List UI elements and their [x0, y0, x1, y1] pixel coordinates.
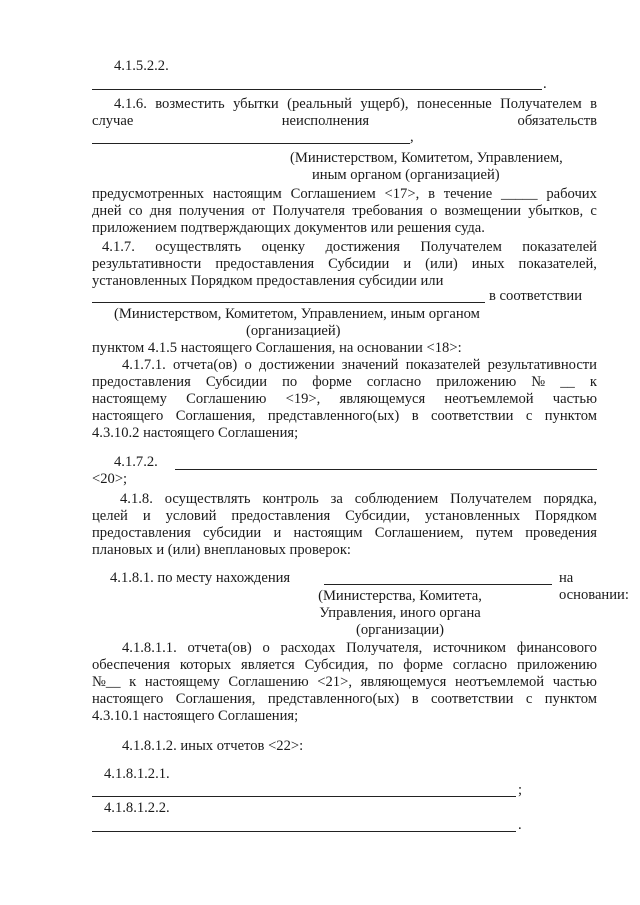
word: и — [403, 256, 412, 272]
word: оценку — [261, 239, 306, 255]
word: настоящего — [92, 691, 164, 707]
word: отчета(ов) — [187, 640, 252, 656]
word: <17>, — [384, 186, 420, 202]
word: предоставления — [92, 374, 191, 390]
word: путем — [475, 525, 513, 541]
word: расходах — [280, 640, 336, 656]
clause-4-1-8-1-1-line-2 — [92, 657, 597, 674]
word: (или) — [425, 256, 458, 272]
blank-line — [92, 302, 485, 303]
word: с — [590, 203, 597, 219]
word: показателей — [522, 239, 597, 255]
word: соблюдением — [354, 491, 439, 507]
clause-4-1-8-1-1-line-5: 4.3.10.1 настоящего Соглашения; — [92, 708, 299, 724]
footnote-authority: иным органом (организацией) — [312, 167, 500, 183]
word: _____ — [501, 186, 538, 202]
word: Субсидии, — [345, 508, 411, 524]
line-end-period: . — [543, 76, 547, 92]
word: с — [525, 691, 533, 707]
word: Субсидии — [328, 256, 390, 272]
word: в — [411, 408, 419, 424]
clause-4-1-8-1-2-1-number: 4.1.8.1.2.1. — [104, 766, 170, 782]
word: настоящему — [92, 391, 167, 407]
line-end-semicolon: ; — [518, 782, 523, 798]
word: предоставления — [92, 525, 191, 541]
clause-4-1-7-1-line-2 — [92, 374, 597, 391]
word: получения — [178, 203, 245, 219]
word: представленного(ых) — [267, 408, 400, 424]
word: предоставления — [231, 508, 331, 524]
word: 4.1.7.1. — [122, 357, 166, 373]
word: являющемуся — [339, 391, 426, 407]
footnote-authority: (Министерством, Комитетом, Управлением, — [290, 150, 563, 166]
word: по — [378, 657, 394, 673]
clause-4-1-8-line-4: плановых и (или) внеплановых проверок: — [92, 542, 351, 558]
word: пунктом — [544, 408, 597, 424]
in-accordance-text: в соответствии — [489, 288, 582, 304]
footnote-authority: (организацией) — [246, 323, 341, 339]
blank-line — [92, 796, 516, 797]
word: в — [590, 96, 597, 112]
word: достижения — [325, 239, 400, 255]
word: с — [525, 408, 533, 424]
word: обязательств — [517, 113, 597, 129]
clause-4-1-6-line-2 — [92, 113, 597, 130]
clause-4-1-8-line-1 — [120, 491, 597, 508]
word: обеспечения — [92, 657, 170, 673]
word: пунктом — [544, 691, 597, 707]
word: случае — [92, 113, 134, 129]
word: возместить — [155, 96, 225, 112]
word: целей — [92, 508, 128, 524]
word: Получателя — [272, 203, 346, 219]
word: являющемуся — [360, 674, 447, 690]
word: форме — [312, 374, 352, 390]
word: по — [282, 374, 298, 390]
line-end-comma: , — [410, 129, 414, 145]
word: приложению — [436, 374, 517, 390]
footnote-authority: (организации) — [355, 622, 445, 638]
word: финансового — [516, 640, 597, 656]
word: Соглашением — [290, 186, 376, 202]
clause-4-1-7-1-line-4 — [92, 408, 597, 425]
clause-4-1-6-line-5 — [92, 203, 597, 220]
blank-line — [92, 89, 542, 90]
word: осуществлять — [155, 239, 242, 255]
word: от — [251, 203, 266, 219]
blank-line — [92, 831, 516, 832]
clause-4-1-7-1-line-1 — [122, 357, 597, 374]
word: требования — [352, 203, 423, 219]
word: к — [129, 674, 137, 690]
word: субсидии — [203, 525, 262, 541]
word: __ — [560, 374, 575, 390]
word: представленного(ых) — [267, 691, 400, 707]
word: (реальный — [287, 96, 352, 112]
word: течение — [443, 186, 493, 202]
word: отчета(ов) — [173, 357, 238, 373]
word: № — [531, 374, 546, 390]
clause-4-1-8-1-start: 4.1.8.1. по месту нахождения — [110, 570, 291, 586]
line-end-period: . — [518, 817, 522, 833]
word: результативности — [487, 357, 597, 373]
word: предоставления — [215, 256, 315, 272]
word: настоящим — [293, 525, 363, 541]
word: согласно — [366, 374, 422, 390]
word: о — [244, 357, 252, 373]
word: соответствии — [430, 691, 514, 707]
clause-4-1-8-1-1-line-1 — [122, 640, 597, 657]
clause-4-1-7-1-line-5: 4.3.10.2 настоящего Соглашения; — [92, 425, 299, 441]
word: убытков, — [528, 203, 584, 219]
word: является — [241, 657, 295, 673]
word: <21>, — [317, 674, 352, 690]
clause-4-1-8-1-2: 4.1.8.1.2. иных отчетов <22>: — [122, 738, 304, 754]
word: настоящим — [212, 186, 282, 202]
word: форме — [403, 657, 443, 673]
word: и — [142, 508, 151, 524]
word: 4.1.8.1.1. — [122, 640, 177, 656]
clause-4-1-7-line-5: пунктом 4.1.5 настоящего Соглашения, на основании <18>: — [92, 340, 462, 356]
word: убытки — [233, 96, 279, 112]
clause-4-1-7-line-3: установленных Порядком предоставления субсидии или — [92, 273, 444, 289]
word: предусмотренных — [92, 186, 204, 202]
word: Получателя, — [346, 640, 423, 656]
footnote-authority: (Министерства, Комитета, — [318, 588, 482, 604]
word: в — [411, 691, 419, 707]
word: <19>, — [285, 391, 321, 407]
word: достижении — [258, 357, 335, 373]
clause-4-1-8-1-1-line-4 — [92, 691, 597, 708]
clause-4-1-6-line-6: приложением подтверждающих документов или решения суда. — [92, 220, 485, 236]
word: настоящего — [92, 408, 164, 424]
word: к — [589, 374, 597, 390]
clause-4-1-8-1-1-line-3 — [92, 674, 597, 691]
word: неотъемлемой — [444, 391, 534, 407]
clause-4-1-8-1-2-2-number: 4.1.8.1.2.2. — [104, 800, 170, 816]
word: Субсидия, — [304, 657, 369, 673]
clause-4-1-7-2-number: 4.1.7.2. — [114, 454, 158, 470]
word: Соглашению — [228, 674, 309, 690]
word: Соглашения, — [175, 408, 256, 424]
word: Получателем — [420, 239, 502, 255]
word: в — [428, 186, 435, 202]
word: 4.1.7. — [102, 239, 135, 255]
word: неотъемлемой — [454, 674, 545, 690]
blank-line — [175, 469, 597, 470]
word: приложению — [516, 657, 597, 673]
word: дней — [92, 203, 122, 219]
word: о — [262, 640, 270, 656]
word: Субсидии — [205, 374, 268, 390]
word: и — [273, 525, 282, 541]
word: соответствии — [430, 408, 514, 424]
word: понесенные — [416, 96, 492, 112]
word: результативности — [92, 256, 202, 272]
clause-4-1-5-2-2-number: 4.1.5.2.2. — [114, 58, 169, 74]
blank-line — [324, 584, 552, 585]
word: со — [128, 203, 143, 219]
word: частью — [552, 391, 597, 407]
word: показателей — [405, 357, 481, 373]
clause-4-1-7-1-line-3 — [92, 391, 597, 408]
word: контроль — [262, 491, 319, 507]
word: ущерб), — [360, 96, 409, 112]
word: которых — [179, 657, 232, 673]
clause-4-1-6-line-1 — [114, 96, 597, 113]
word: неисполнения — [281, 113, 370, 129]
clause-4-1-8-line-2 — [92, 508, 597, 525]
word: согласно — [452, 657, 508, 673]
word: иных — [471, 256, 505, 272]
clause-4-1-6-line-4 — [92, 186, 597, 203]
word: рабочих — [546, 186, 597, 202]
word: значений — [341, 357, 399, 373]
word: Получателем — [500, 96, 582, 112]
word: показателей, — [518, 256, 597, 272]
word: осуществлять — [164, 491, 251, 507]
word: источником — [433, 640, 507, 656]
word: №__ — [92, 674, 121, 690]
clause-4-1-8-line-3 — [92, 525, 597, 542]
word: Соглашением, — [374, 525, 464, 541]
word: 4.1.8. — [120, 491, 153, 507]
blank-line — [92, 143, 410, 144]
word: Получателем — [450, 491, 532, 507]
word: порядка, — [543, 491, 597, 507]
word: частью — [552, 674, 597, 690]
footnote-ref: <20>; — [92, 471, 128, 487]
word: Соглашения, — [175, 691, 256, 707]
word: Порядком — [535, 508, 597, 524]
clause-4-1-7-line-1 — [102, 239, 597, 256]
word: дня — [149, 203, 172, 219]
word: настоящему — [144, 674, 220, 690]
word: Соглашению — [186, 391, 267, 407]
footnote-authority: Управления, иного органа — [319, 605, 481, 621]
word: о — [430, 203, 438, 219]
footnote-authority: (Министерством, Комитетом, Управлением, иным органом — [114, 306, 480, 322]
word: возмещении — [444, 203, 522, 219]
clause-4-1-7-line-2 — [92, 256, 597, 273]
word: установленных — [424, 508, 521, 524]
word: условий — [165, 508, 217, 524]
word: за — [330, 491, 343, 507]
word: проведения — [525, 525, 597, 541]
on-basis-text: на основании: — [559, 570, 629, 603]
word: 4.1.6. — [114, 96, 147, 112]
